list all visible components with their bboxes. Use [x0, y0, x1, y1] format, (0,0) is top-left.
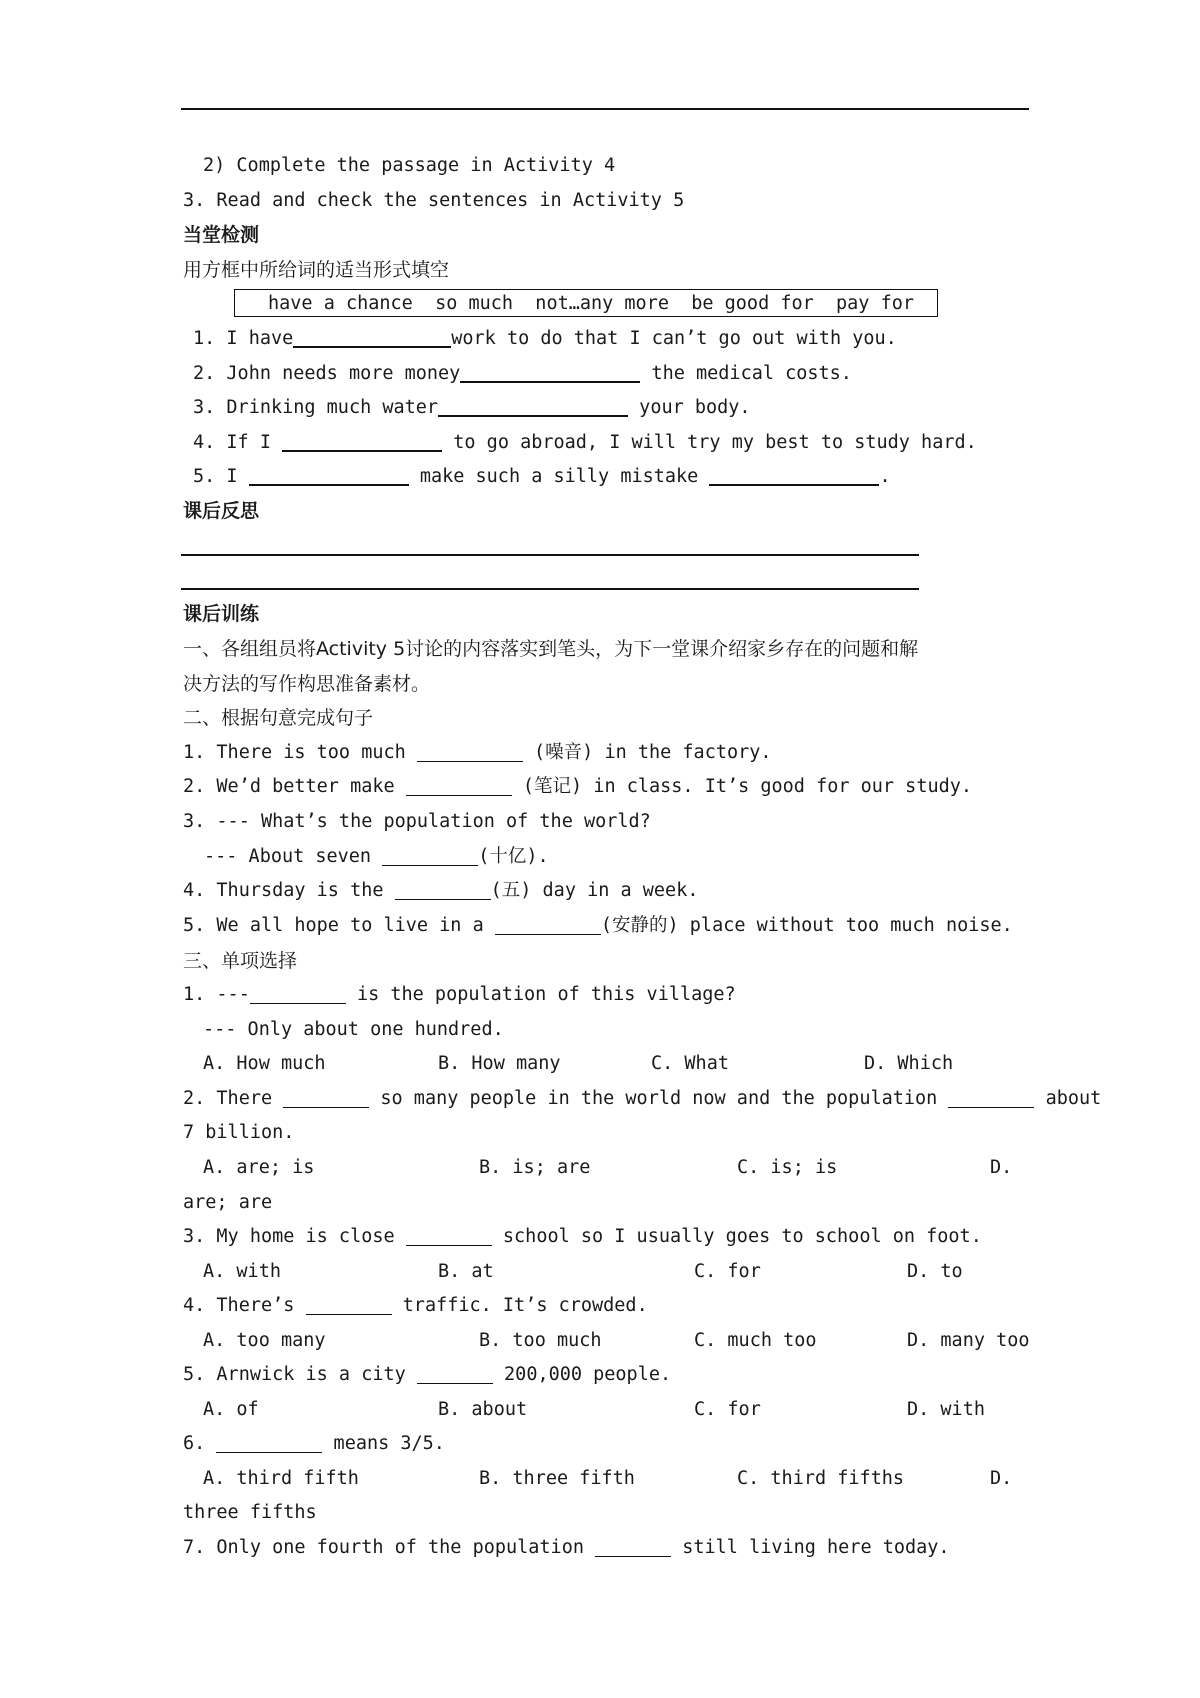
item-number: 3. — [193, 397, 216, 418]
option-b[interactable]: B. three fifth — [479, 1468, 635, 1489]
reflection-line-2[interactable] — [181, 588, 919, 590]
item-text-before: 2. We’d better make — [183, 776, 406, 797]
option-a[interactable]: A. of — [203, 1399, 259, 1420]
mc-question-5 — [183, 1358, 671, 1393]
header-rule — [181, 108, 1029, 110]
answer-blank[interactable] — [406, 1223, 492, 1246]
item-text-before: If I — [226, 432, 283, 453]
item-text-before: I — [226, 466, 249, 487]
option-d[interactable]: D. — [990, 1157, 1013, 1178]
answer-blank[interactable] — [216, 1430, 322, 1453]
fill-item-4 — [183, 874, 698, 909]
item-text-after: your body. — [628, 397, 751, 418]
option-d-wrap: three fifths — [183, 1502, 317, 1523]
option-c[interactable]: C. for — [694, 1399, 761, 1420]
option-b[interactable]: B. about — [438, 1399, 528, 1420]
option-d-wrap: are; are — [183, 1192, 273, 1213]
item-text-before: 5. We all hope to live in a — [183, 915, 495, 936]
question-stem: 6. — [183, 1433, 217, 1454]
answer-blank[interactable] — [250, 981, 346, 1004]
item-text-middle: make such a silly mistake — [408, 466, 710, 487]
answer-blank[interactable] — [460, 359, 640, 383]
option-b[interactable]: B. at — [438, 1261, 494, 1282]
question-stem: 200,000 people. — [492, 1364, 672, 1385]
question-stem: 5. Arnwick is a city — [183, 1364, 417, 1385]
answer-blank[interactable] — [406, 773, 512, 796]
step-3: 3. Read and check the sentences in Activity 5 — [183, 190, 685, 211]
section-title-practice: 当堂检测 — [183, 224, 260, 246]
practice-item-2 — [193, 357, 852, 392]
item-text-after: to go abroad, I will try my best to study hard. — [442, 432, 977, 453]
item-text-after: (五) day in a week. — [490, 880, 699, 901]
mc-question-4 — [183, 1289, 648, 1324]
answer-blank[interactable] — [495, 912, 601, 935]
item-text-before: Drinking much water — [226, 397, 439, 418]
homework-part1-line2: 决方法的写作构思准备素材。 — [183, 673, 431, 695]
item-text-after: (笔记) in class. It’s good for our study. — [511, 776, 973, 797]
fill-item-2 — [183, 770, 972, 805]
answer-blank[interactable] — [438, 393, 628, 417]
question-stem: still living here today. — [671, 1537, 950, 1558]
item-text-after: the medical costs. — [640, 363, 852, 384]
item-text-before: 3. --- What’s the population of the world? — [183, 811, 651, 832]
fill-item-1 — [183, 736, 772, 771]
item-number: 4. — [193, 432, 216, 453]
question-stem: so many people in the world now and the population — [369, 1088, 949, 1109]
mc-question-2 — [183, 1082, 1101, 1117]
option-d[interactable]: D. to — [907, 1261, 963, 1282]
item-text-before: John needs more money — [226, 363, 461, 384]
mc-question-7 — [183, 1531, 950, 1566]
fill-item-5 — [183, 909, 1013, 944]
answer-blank[interactable] — [282, 428, 442, 452]
question-stem: school so I usually goes to school on foot. — [491, 1226, 982, 1247]
answer-blank[interactable] — [283, 1085, 369, 1108]
option-a[interactable]: A. with — [203, 1261, 281, 1282]
option-b[interactable]: B. How many — [438, 1053, 561, 1074]
practice-item-3 — [193, 391, 751, 426]
answer-blank[interactable] — [382, 843, 478, 866]
item-text-after: (安静的) place without too much noise. — [600, 915, 1013, 936]
word-box: have a chance so much not…any more be good for pay for — [234, 289, 938, 317]
option-c[interactable]: C. is; is — [737, 1157, 838, 1178]
item-text-before: 1. There is too much — [183, 742, 417, 763]
practice-item-5 — [193, 460, 891, 495]
practice-instruction: 用方框中所给词的适当形式填空 — [183, 259, 450, 281]
answer-blank[interactable] — [306, 1292, 392, 1315]
option-d[interactable]: D. Which — [864, 1053, 954, 1074]
answer-blank[interactable] — [948, 1085, 1034, 1108]
section-title-reflection: 课后反思 — [183, 500, 260, 522]
option-a[interactable]: A. too many — [203, 1330, 326, 1351]
question-stem: traffic. It’s crowded. — [391, 1295, 648, 1316]
item-text-after: (十亿). — [478, 846, 549, 867]
option-d[interactable]: D. — [990, 1468, 1013, 1489]
item-text-before: I have — [226, 328, 294, 349]
option-a[interactable]: A. How much — [203, 1053, 326, 1074]
reflection-line-1[interactable] — [181, 554, 919, 556]
option-b[interactable]: B. is; are — [479, 1157, 591, 1178]
question-stem: about — [1034, 1088, 1102, 1109]
mc-question-6 — [183, 1427, 445, 1462]
section-title-homework: 课后训练 — [183, 603, 260, 625]
option-d[interactable]: D. with — [907, 1399, 985, 1420]
item-text-before: 4. Thursday is the — [183, 880, 395, 901]
mc-question-3 — [183, 1220, 982, 1255]
option-c[interactable]: C. for — [694, 1261, 761, 1282]
item-text-after: . — [879, 466, 891, 487]
option-d[interactable]: D. many too — [907, 1330, 1030, 1351]
item-number: 5. — [193, 466, 216, 487]
answer-blank[interactable] — [249, 462, 409, 486]
answer-blank[interactable] — [293, 324, 451, 348]
question-stem: is the population of this village? — [345, 984, 736, 1005]
fill-item-3-reply — [204, 840, 549, 875]
option-b[interactable]: B. too much — [479, 1330, 602, 1351]
option-a[interactable]: A. third fifth — [203, 1468, 359, 1489]
mc-question-1 — [183, 978, 736, 1013]
answer-blank[interactable] — [395, 877, 491, 900]
practice-item-1 — [193, 322, 897, 357]
answer-blank[interactable] — [417, 1361, 493, 1384]
answer-blank[interactable] — [595, 1534, 671, 1557]
option-a[interactable]: A. are; is — [203, 1157, 315, 1178]
step-2: 2) Complete the passage in Activity 4 — [203, 155, 616, 176]
practice-item-4 — [193, 426, 977, 461]
answer-blank[interactable] — [709, 462, 879, 486]
homework-part1-line1: 一、各组组员将Activity 5讨论的内容落实到笔头，为下一堂课介绍家乡存在的问题和解 — [183, 638, 919, 660]
answer-blank[interactable] — [417, 739, 523, 762]
item-text-after: (噪音) in the factory. — [522, 742, 772, 763]
question-stem: 2. There — [183, 1088, 284, 1109]
question-stem: 1. --- — [183, 984, 250, 1005]
homework-part3-title: 三、单项选择 — [183, 950, 298, 972]
question-stem: 7. Only one fourth of the population — [183, 1537, 596, 1558]
option-c[interactable]: C. third fifths — [737, 1468, 905, 1489]
homework-part2-title: 二、根据句意完成句子 — [183, 707, 374, 729]
question-stem: 4. There’s — [183, 1295, 306, 1316]
item-text-before: --- About seven — [204, 846, 383, 867]
question-stem: 3. My home is close — [183, 1226, 406, 1247]
item-text-after: work to do that I can’t go out with you. — [451, 328, 897, 349]
fill-item-3 — [183, 805, 651, 840]
question-stem: means 3/5. — [322, 1433, 445, 1454]
option-c[interactable]: C. What — [651, 1053, 729, 1074]
mc-question-2-cont: 7 billion. — [183, 1122, 295, 1143]
item-number: 2. — [193, 363, 216, 384]
item-number: 1. — [193, 328, 216, 349]
mc-question-1-reply: --- Only about one hundred. — [203, 1019, 504, 1040]
option-c[interactable]: C. much too — [694, 1330, 817, 1351]
